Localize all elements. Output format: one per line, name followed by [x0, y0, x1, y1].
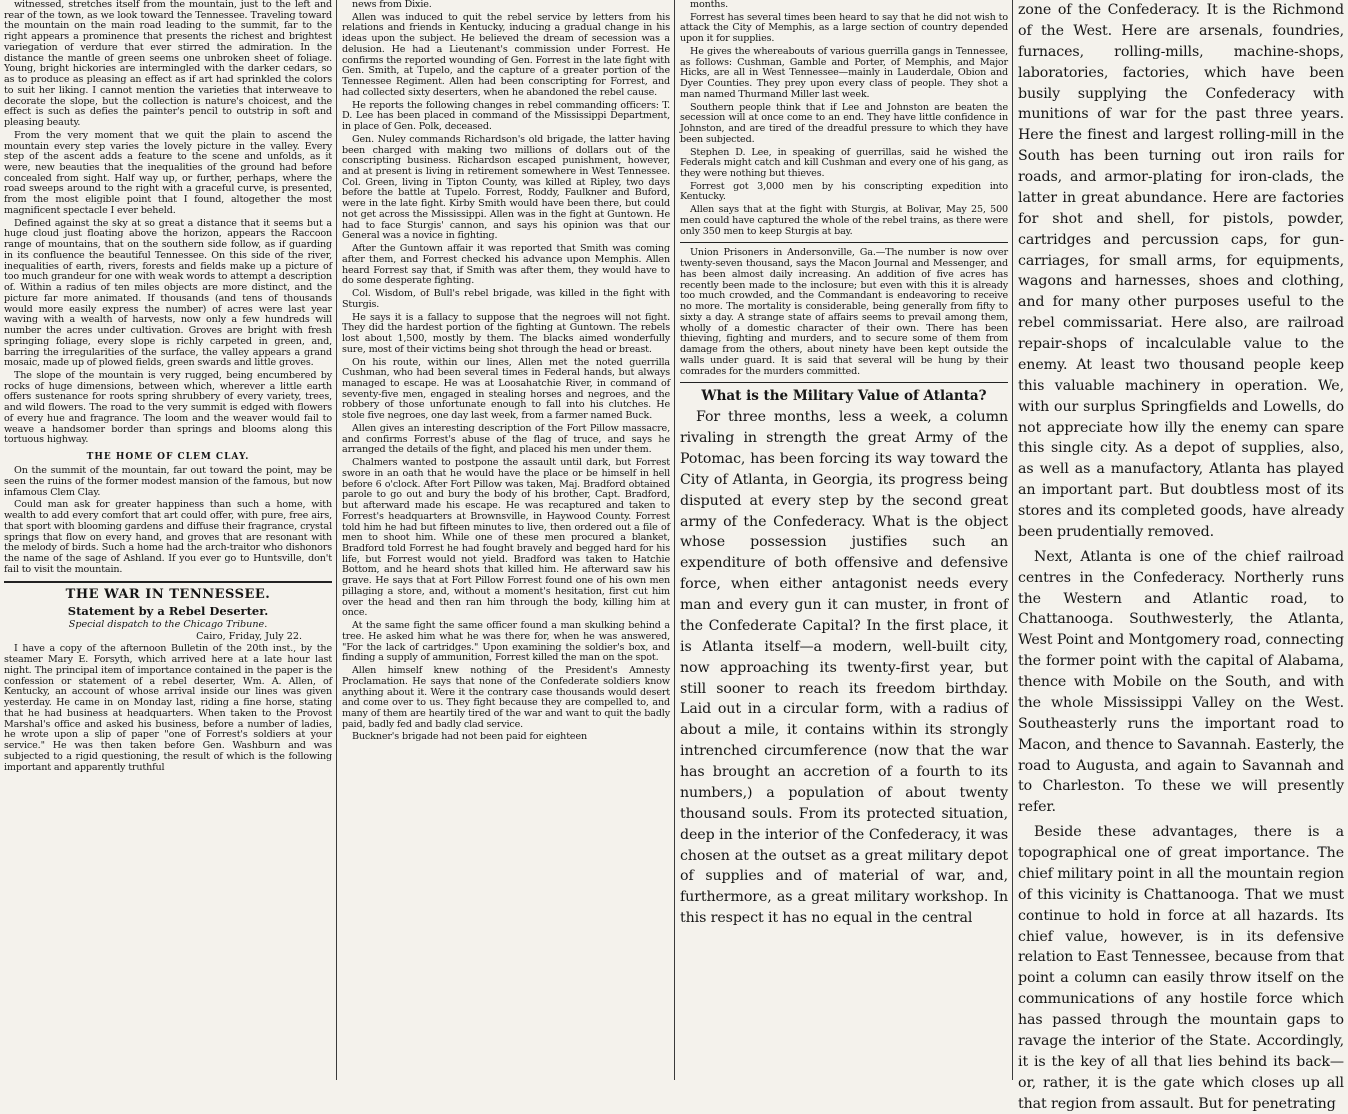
article-paragraph: Allen gives an interesting description of the Fort Pillow massacre, and confirms Forrest's abuse of the flag of truce, and says he arranged the details of the fight, and placed his men under them.: [342, 422, 670, 456]
article-paragraph: Could man ask for greater happiness than such a home, with wealth to add every comfort that art could offer, with pure, free airs, that sport with blooming gardens and diffuse their fragrance, crystal springs that flow on every hand, and groves that are resonant with the melody of birds. Such a home had the arch-traitor who dishonors the name of the sage of Ashland. If you ever go to Huntsville, don't fail to visit the mountain.: [4, 499, 332, 575]
column-3: [676, 0, 1012, 1080]
article-body: [1018, 822, 1344, 1114]
article-paragraph: Allen was induced to quit the rebel service by letters from his relations and friends in Kentucky, inducing a gradual change in his ideas upon the subject. He believed the dream of secession was a delusion. He had a Lieutenant's commission under Forrest. He confirms the reported wounding of Gen. Forrest in the late fight with Gen. Smith, at Tupelo, and the capture of a greater portion of the Tennessee Regiment. Allen had been conscripting for Forrest, and had collected sixty deserters, when he abandoned the rebel cause.: [342, 11, 670, 98]
article-paragraph: He reports the following changes in rebel commanding officers: T. D. Lee has been placed in command of the Mississippi Department, in place of Gen. Polk, deceased.: [342, 99, 670, 133]
article-paragraph: He says it is a fallacy to suppose that the negroes will not fight. They did the hardest portion of the fighting at Guntown. The rebels lost about 1,500, mostly by them. The blacks aimed wonderfully sure, most of their victims being shot through the head or breast.: [342, 311, 670, 355]
column-rule: [1012, 0, 1013, 1080]
section-divider: [680, 382, 1008, 383]
article-paragraph: Forrest has several times been heard to say that he did not wish to attack the City of Memphis, as a large section of country depended upon it for supplies.: [680, 11, 1008, 45]
article-paragraph: Buckner's brigade had not been paid for eighteen: [352, 731, 588, 743]
article-paragraph: Allen says that at the fight with Sturgis, at Bolivar, May 25, 500 men could have captured the whole of the rebel trains, as there were only 350 men to keep Sturgis at bay.: [680, 204, 1008, 237]
article-deck: Statement by a Rebel Deserter.: [67, 604, 269, 619]
article-dateline: Special dispatch to the Chicago Tribune.: [68, 619, 268, 631]
article-paragraph: Beside these advantages, there is a topographical one of great importance. The chief military point in all the mountain region of this vicinity is Chattanooga. That we must continue to hold in force at all hazards. Its chief value, however, is in its defensive relation to East Tennessee, because from that point a column can easily throw itself on the communications of any hostile force which has passed through the mountain gaps to ravage the interior of the State. Accordingly, it is the key of all that lies behind its back—or, rather, it is the gate which closes up all that region from assault. But for penetrating: [1018, 824, 1344, 1112]
article-paragraph: On his route, within our lines, Allen met the noted guerrilla Cushman, who had been several times in Federal hands, but always managed to escape. He was at Loosahatchie River, in command of seventy-five men, engaged in stealing horses and negroes, and the robbery of those unfortunate enough to fall into his clutches. He stole five negroes, one day last week, from a farmer named Buck.: [342, 356, 670, 422]
column-rule: [336, 0, 337, 1080]
article-paragraph: Union Prisoners in Andersonville, Ga.—The number is now over twenty-seven thousand, says the Macon Journal and Messenger, and has been almost daily increasing. An addition of five acres has recently been made to the inclosure; but even with this it is already too much crowded, and the Commandant is endeavoring to receive no more. The mortality is considerable, being generally from fifty to sixty a day. A strange state of affairs seems to prevail among them, wholly of a domestic character of their own. There has been thieving, fighting and murders, and to secure some of them from damage from the others, about ninety have been kept outside the walls under guard. It is said that several will be hung by their comrades for the murders committed.: [680, 247, 1008, 377]
article-paragraph: From the very moment that we quit the plain to ascend the mountain every step varies the lovely picture in the valley. Every step of the ascent adds a feature to the scene and unfolds, as it were, new beauties that the inequalities of the ground had before concealed from sight. Half way up, or further, perhaps, where the road sweeps around to the right with a graceful curve, is presented, from the most eligible point that I found, altogether the most magnificent spectacle I ever beheld.: [4, 129, 332, 216]
article-paragraph: At the same fight the same officer found a man skulking behind a tree. He asked him what he was there for, when he was answered, "For the lack of cartridges." Upon examining the soldier's box, and finding a supply of ammunition, Forrest killed the man on the spot.: [342, 620, 670, 664]
article-headline: THE WAR IN TENNESSEE.: [65, 587, 271, 603]
article-paragraph: Allen himself knew nothing of the President's Amnesty Proclamation. He says that none of the Confederate soldiers know anything about it. Were it the contrary case thousands would desert and come over to us. They fight because they are compelled to, and many of them are heartily tired of the war and want to quit the badly paid, badly fed and badly clad service.: [342, 665, 670, 730]
article-paragraph: months.: [690, 0, 729, 10]
article-paragraph: On the summit of the mountain, far out toward the point, may be seen the ruins of the former modest mansion of the famous, but now infamous Clem Clay.: [4, 465, 332, 498]
article-paragraph: zone of the Confederacy. It is the Richmond of the West. Here are arsenals, foundries, furnaces, rolling-mills, machine-shops, laboratories, factories, which have been busily supplying the Confederacy with munitions of war for the past three years. Here the finest and largest rolling-mill in the South has been turning out iron rails for roads, and armor-plating for iron-clads, the latter in great abundance. Here are factories for shot and shell, for pistols, powder, cartridges and percussion caps, for gun-carriages, for small arms, for equipments, wagons and harnesses, shoes and clothing, and for many other purposes useful to the rebel commissariat. Here also, are railroad repair-shops of incalculable value to the enemy. At least two thousand people keep this valuable machinery in operation. We, with our surplus Springfields and Lowells, do not appreciate how illy the enemy can spare this single city. As a depot of supplies, also, as well as a manufactory, Atlanta has played an important part. But doubtless most of its stores and its completed goods, have already been prudentially removed.: [1018, 2, 1344, 540]
article-body: [680, 407, 1008, 929]
article-paragraph: Forrest got 3,000 men by his conscripting expedition into Kentucky.: [680, 180, 1008, 203]
article-paragraph: The slope of the mountain is very rugged, being encumbered by rocks of huge dimensions, between which, wherever a little earth offers sustenance for roots spring shrubbery of every variety, trees, and wild flowers. The road to the very summit is edged with flowers of every hue and fragrance. The loom and the weaver would fail to weave a handsomer border than springs and blooms along this tortuous highway.: [4, 369, 332, 446]
article-paragraph: news from Dixie.: [352, 0, 432, 10]
article-paragraph: Gen. Nuley commands Richardson's old brigade, the latter having been charged with making two millions of dollars out of the conscripting business. Richardson escaped punishment, however, and at present is living in retirement somewhere in West Tennessee. Col. Green, living in Tipton County, was killed at Ripley, two days before the battle at Tupelo. Forrest, Roddy, Faulkner and Buford, were in the late fight. Kirby Smith would have been there, but could not get across the Mississippi. Allen was in the fight at Guntown. He had to face Sturgis' cannon, and says his opinion was that our General was a novice in fighting.: [342, 133, 670, 242]
column-2: [338, 0, 674, 1080]
article-paragraph: Southern people think that if Lee and Johnston are beaten the secession will at once come to an end. They have little confidence in Johnston, and are tired of the dreadful pressure to which they have been subjected.: [680, 101, 1008, 145]
article-paragraph: Chalmers wanted to postpone the assault until dark, but Forrest swore in an oath that he would have the place or be himself in hell before 6 o'clock. After Fort Pillow was taken, Maj. Bradford obtained parole to go out and bury the body of his brother, Capt. Bradford, but afterward made his escape. He was recaptured and taken to Forrest's headquarters at Brownsville, in Haywood County. Forrest told him he had but fifteen minutes to live, then ordered out a file of men to shoot him. While one of these men procured a blanket, Bradford told Forrest he had fought bravely and begged hard for his life, but Forrest would not yield. Bradford was taken to Hatchie Bottom, and he heard shots that killed him. He afterward saw his grave. He says that at Fort Pillow Forrest found one of his own men pillaging a store, and, without a moment's hesitation, first cut him over the head and then ran him through the body, killing him at once.: [342, 457, 670, 619]
article-body: [1018, 547, 1344, 818]
article-paragraph: Defined against the sky at so great a distance that it seems but a huge cloud just floating above the horizon, appears the Raccoon range of mountains, that on the southern side follow, as if guarding in its confluence the beautiful Tennessee. On this side of the river, inequalities of earth, rivers, forests and fields make up a picture of too much grandeur for one with weak words to attempt a description of. Within a radius of ten miles objects are more distinct, and the picture far more animated. If thousands (and tens of thousands would more easily express the number) of acres were last year waving with a wealth of harvests, now only a few hundreds will number the acres under cultivation. Groves are bright with fresh springing foliage, every slope is richly carpeted in green, and, barring the irregularities of the surface, the valley appears a grand mosaic, made up of plowed fields, green swards and little groves.: [4, 217, 332, 369]
article-headline: What is the Military Value of Atlanta?: [701, 388, 987, 405]
article-paragraph: witnessed, stretches itself from the mountain, just to the left and rear of the town, as we look toward the Tennessee. Traveling toward the mountain on the main road leading to the summit, far to the right appears a prominence that presents the richest and brightest variegation of verdure that ever stirred the admiration. In the distance the mantle of green seems one unbroken sheet of foliage. Young, bright hickories are intermingled with the darker cedars, so as to produce as pleasing an effect as if art had sprinkled the colors to suit her liking. I cannot mention the varieties that interweave to decorate the slope, but the collection is nature's choicest, and the effect is such as defies the painter's pencil to outstrip in soft and pleasing beauty.: [4, 0, 332, 129]
article-paragraph: I have a copy of the afternoon Bulletin of the 20th inst., by the steamer Mary E. Forsyth, which arrived here at a late hour last night. The principal item of importance contained in the paper is the confession or statement of a rebel deserter, Wm. A. Allen, of Kentucky, an account of whose arrival inside our lines was given yesterday. He came in on Monday last, riding a fine horse, stating that he had business at headquarters. When taken to the Provost Marshal's office and asked his business, before a number of ladies, he wrote upon a slip of paper "one of Forrest's soldiers at your service." He was then taken before Gen. Washburn and was subjected to a rigid questioning, the result of which is the following important and apparently truthful: [4, 643, 332, 773]
article-paragraph: Next, Atlanta is one of the chief railroad centres in the Confederacy. Northerly runs the Western and Atlantic road, to Chattanooga. Southwesterly, the Atlanta, West Point and Montgomery road, connecting the former point with the capital of Alabama, thence with Mobile on the South, and with the whole Mississippi Valley on the West. Southeasterly runs the important road to Macon, and thence to Savannah. Easterly, the road to Augusta, and again to Savannah and to Charleston. To these we will presently refer.: [1018, 548, 1344, 816]
article-paragraph: He gives the whereabouts of various guerrilla gangs in Tennessee, as follows: Cushman, Gamble and Porter, of Memphis, and Major Hicks, are all in West Tennessee—mainly in Lauderdale, Obion and Dyer Counties. They prey upon every class of people. They shot a man named Thurmand Miller last week.: [680, 45, 1008, 100]
column-rule: [674, 0, 675, 1080]
column-1: [0, 0, 336, 1080]
section-divider: [4, 581, 332, 583]
article-paragraph: After the Guntown affair it was reported that Smith was coming after them, and Forrest checked his advance upon Memphis. Allen heard Forrest say that, if Smith was after them, they would have to do some desperate fighting.: [342, 243, 670, 287]
article-paragraph: Stephen D. Lee, in speaking of guerrillas, said he wished the Federals might catch and kill Cushman and every one of his gang, as they were nothing but thieves.: [680, 146, 1008, 180]
article-placedate: Cairo, Friday, July 22.: [196, 631, 302, 643]
section-divider: [680, 242, 1008, 243]
article-paragraph: For three months, less a week, a column rivaling in strength the great Army of the Potomac, has been forcing its way toward the City of Atlanta, in Georgia, its progress being disputed at every step by the second great army of the Confederacy. What is the object whose possession justifies such an expenditure of both offensive and defensive force, when either antagonist needs every man and every gun it can muster, in front of the Confederate Capital? In the first place, it is Atlanta itself—a modern, well-built city, now approaching its twenty-first year, but still sooner to reach its freedom birthday. Laid out in a circular form, with a radius of about a mile, it contains within its strongly intrenched circumference (now that the war has brought an accretion of a fourth to its numbers,) a population of about twenty thousand souls. From its protected situation, deep in the interior of the Confederacy, it was chosen at the outset as a great military depot of supplies and of material of war, and, furthermore, as a great military workshop. In this respect it has no equal in the central: [680, 409, 1008, 927]
article-body: [1018, 0, 1344, 543]
article-paragraph: Col. Wisdom, of Bull's rebel brigade, was killed in the fight with Sturgis.: [342, 288, 670, 310]
column-4: [1014, 0, 1348, 1112]
section-subhead: THE HOME OF CLEM CLAY.: [86, 452, 250, 463]
